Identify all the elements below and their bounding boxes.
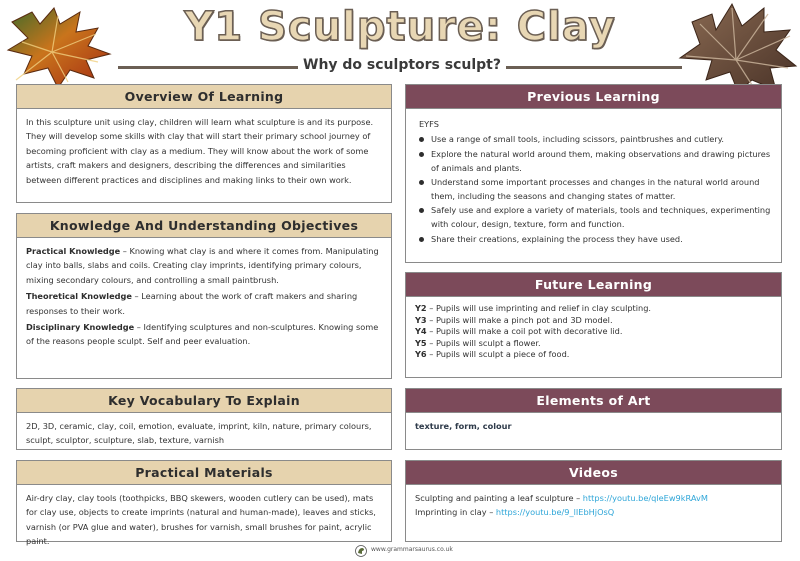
page-title: Y1 Sculpture: Clay bbox=[184, 4, 616, 50]
overview-panel bbox=[16, 84, 392, 203]
title-rule-right bbox=[506, 66, 682, 69]
future-year: Y5 bbox=[415, 337, 427, 348]
future-text: – Pupils will make a pinch pot and 3D model. bbox=[426, 314, 613, 325]
knowledge-label: Disciplinary Knowledge bbox=[26, 322, 135, 333]
future-item bbox=[415, 303, 772, 315]
future-year: Y3 bbox=[415, 314, 427, 325]
knowledge-text: – Knowing what clay is and where it comes from. Manipulating clay into balls, slabs and coils. Creating clay imprints, identifying primary colours, mixing secondary colours, and controlling a small paintbrush. bbox=[26, 246, 379, 285]
elements-of-art-panel bbox=[405, 388, 782, 450]
list-item: Understand some important processes and changes in the natural world around them, including the seasons and changing states of matter. bbox=[415, 176, 772, 203]
list-item: Explore the natural world around them, making observations and drawing pictures of animals and plants. bbox=[415, 148, 772, 175]
previous-learning-heading: Previous Learning bbox=[406, 85, 781, 109]
knowledge-item bbox=[26, 244, 382, 287]
materials-panel bbox=[16, 460, 392, 547]
knowledge-text: – Identifying sculptures and non-sculptures. Knowing some of the reasons people sculpt. Self and peer evaluation. bbox=[26, 322, 379, 347]
elements-of-art-text: texture, form, colour bbox=[415, 421, 512, 431]
videos-heading: Videos bbox=[406, 461, 781, 485]
future-item bbox=[415, 349, 772, 361]
future-item bbox=[415, 315, 772, 327]
video-link[interactable]: https://youtu.be/9_lIEbHjOsQ bbox=[495, 507, 615, 517]
future-text: – Pupils will use imprinting and relief in clay sculpting. bbox=[426, 303, 652, 313]
future-text: – Pupils will sculpt a flower. bbox=[426, 337, 541, 348]
page-subtitle: Why do sculptors sculpt? bbox=[303, 57, 501, 73]
future-year: Y6 bbox=[415, 349, 427, 360]
video-item bbox=[415, 505, 772, 519]
vocabulary-panel bbox=[16, 388, 392, 450]
future-item bbox=[415, 338, 772, 350]
vocabulary-text: 2D, 3D, ceramic, clay, coil, emotion, evaluate, imprint, kiln, nature, primary colours, sculpt, sculptor, sculpture, slab, texture, varnish bbox=[26, 421, 372, 446]
vocabulary-heading: Key Vocabulary To Explain bbox=[17, 389, 391, 413]
materials-heading: Practical Materials bbox=[17, 461, 391, 485]
materials-text: Air-dry clay, clay tools (toothpicks, BBQ skewers, wooden cutlery can be used), mats for clay use, objects to create imprints (natural and human-made), leaves and sticks, varnish (or PVA glue and water), brushes for varnish, small brushes for paint, acrylic paint. bbox=[26, 493, 376, 547]
future-year: Y4 bbox=[415, 326, 427, 337]
future-text: – Pupils will sculpt a piece of food. bbox=[426, 349, 570, 360]
future-text: – Pupils will make a coil pot with decorative lid. bbox=[426, 326, 623, 337]
title-rule-left bbox=[118, 66, 298, 69]
overview-heading: Overview Of Learning bbox=[17, 85, 391, 109]
previous-learning-panel bbox=[405, 84, 782, 263]
knowledge-panel bbox=[16, 213, 392, 379]
footer-site[interactable]: www.grammarsaurus.co.uk bbox=[371, 546, 453, 553]
grammarsaurus-logo-icon bbox=[355, 545, 367, 557]
elements-of-art-heading: Elements of Art bbox=[406, 389, 781, 413]
videos-panel bbox=[405, 460, 782, 542]
video-label: Imprinting in clay – bbox=[415, 507, 496, 517]
overview-text: In this sculpture unit using clay, children will learn what sculpture is and its purpose. They will develop some skills with clay that will start their primary school journey of becoming proficient with clay as a medium. They will know about the work of some artists, craft makers and designers, describing the differences and similarities between different practices and disciplines and making links to their own work. bbox=[26, 117, 374, 185]
knowledge-label: Theoretical Knowledge bbox=[26, 291, 132, 302]
future-year: Y2 bbox=[415, 303, 427, 313]
list-item: Use a range of small tools, including scissors, paintbrushes and cutlery. bbox=[415, 133, 772, 147]
video-item bbox=[415, 491, 772, 505]
knowledge-heading: Knowledge And Understanding Objectives bbox=[17, 214, 391, 238]
video-label: Sculpting and painting a leaf sculpture – bbox=[415, 493, 583, 503]
future-learning-heading: Future Learning bbox=[406, 273, 781, 297]
list-item: Safely use and explore a variety of materials, tools and techniques, experimenting with colour, design, texture, form and function. bbox=[415, 204, 772, 231]
knowledge-label: Practical Knowledge bbox=[26, 246, 121, 256]
video-link[interactable]: https://youtu.be/qleEw9kRAvM bbox=[582, 493, 708, 503]
future-item bbox=[415, 326, 772, 338]
previous-stage-label: EYFS bbox=[419, 119, 439, 129]
knowledge-text: – Learning about the work of craft makers and sharing responses to their work. bbox=[26, 291, 358, 316]
future-learning-panel bbox=[405, 272, 782, 378]
knowledge-item bbox=[26, 320, 382, 349]
knowledge-item bbox=[26, 289, 382, 318]
list-item: Share their creations, explaining the process they have used. bbox=[415, 233, 772, 247]
